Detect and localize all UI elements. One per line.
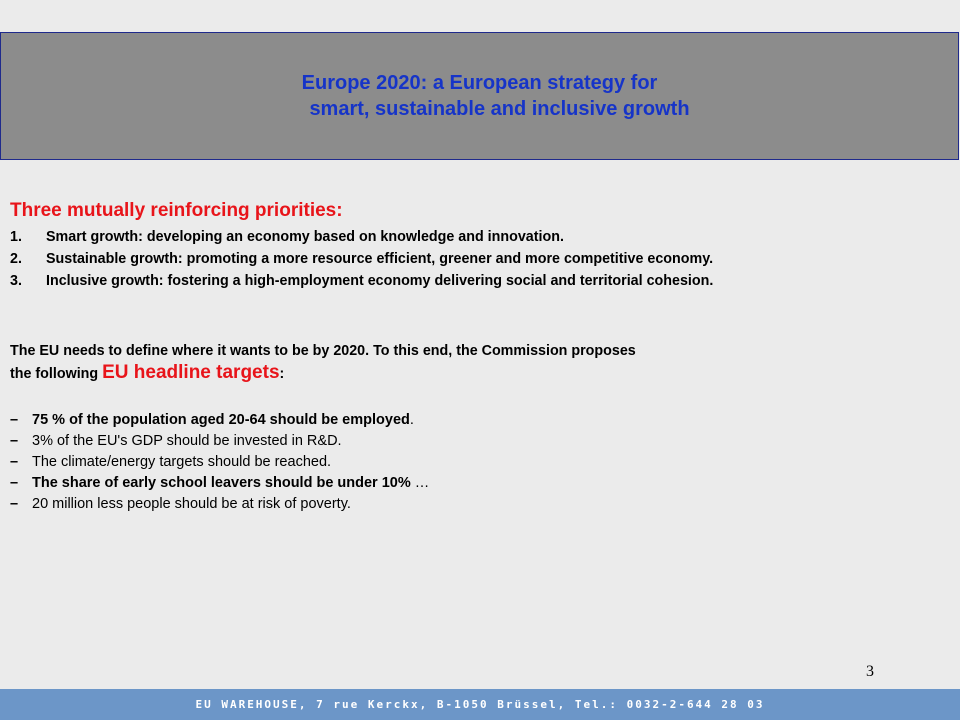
slide-title-line-1: Europe 2020: a European strategy for bbox=[301, 72, 658, 94]
target-text: 20 million less people should be at risk of poverty. bbox=[32, 496, 351, 512]
target-item bbox=[10, 473, 429, 494]
intro-line-1: The EU needs to define where it wants to be by 2020. To this end, the Commission proposes bbox=[10, 343, 636, 359]
dash-bullet: – bbox=[10, 454, 19, 470]
headline-targets-highlight: EU headline targets bbox=[102, 362, 280, 383]
priority-item bbox=[10, 270, 940, 292]
dash-bullet: – bbox=[10, 475, 19, 491]
dash-bullet: – bbox=[10, 496, 19, 512]
priorities-list bbox=[10, 226, 940, 292]
priority-text: Smart growth: developing an economy based on knowledge and innovation. bbox=[46, 229, 564, 245]
intro-line-2 bbox=[10, 362, 930, 385]
dash-bullet: – bbox=[10, 412, 19, 428]
priority-number: 2. bbox=[10, 251, 22, 267]
dash-bullet: – bbox=[10, 433, 19, 449]
footer-bar bbox=[0, 689, 960, 720]
priority-number: 3. bbox=[10, 273, 22, 289]
title-banner bbox=[0, 32, 959, 160]
target-text: 3% of the EU's GDP should be invested in R&D. bbox=[32, 433, 342, 449]
priority-text: Sustainable growth: promoting a more resource efficient, greener and more competitive economy. bbox=[46, 251, 714, 267]
slide-title-line-2: smart, sustainable and inclusive growth bbox=[309, 98, 690, 120]
priority-number: 1. bbox=[10, 229, 22, 245]
priorities-section bbox=[10, 198, 940, 292]
target-item bbox=[10, 431, 429, 452]
target-item bbox=[10, 452, 429, 473]
priority-item bbox=[10, 248, 940, 270]
target-bold-text: 75 % of the population aged 20-64 should be employed bbox=[32, 412, 410, 428]
target-text: … bbox=[410, 475, 430, 491]
target-item bbox=[10, 494, 429, 515]
priority-text: Inclusive growth: fostering a high-employment economy delivering social and territorial cohesion. bbox=[46, 273, 714, 289]
priority-item bbox=[10, 226, 940, 248]
target-item bbox=[10, 410, 429, 431]
targets-list bbox=[10, 410, 429, 515]
page-number: 3 bbox=[866, 663, 874, 680]
target-bold-text: The share of early school leavers should be under 10% bbox=[32, 475, 411, 491]
target-text: . bbox=[409, 412, 414, 428]
target-text: The climate/energy targets should be reached. bbox=[32, 454, 332, 470]
intro-paragraph bbox=[10, 340, 930, 385]
intro-prefix: the following bbox=[10, 366, 103, 382]
footer-address: EU WAREHOUSE, 7 rue Kerckx, B-1050 Brüssel, Tel.: 0032-2-644 28 03 bbox=[195, 698, 765, 711]
intro-suffix: : bbox=[279, 366, 285, 382]
priorities-heading: Three mutually reinforcing priorities: bbox=[10, 200, 343, 221]
